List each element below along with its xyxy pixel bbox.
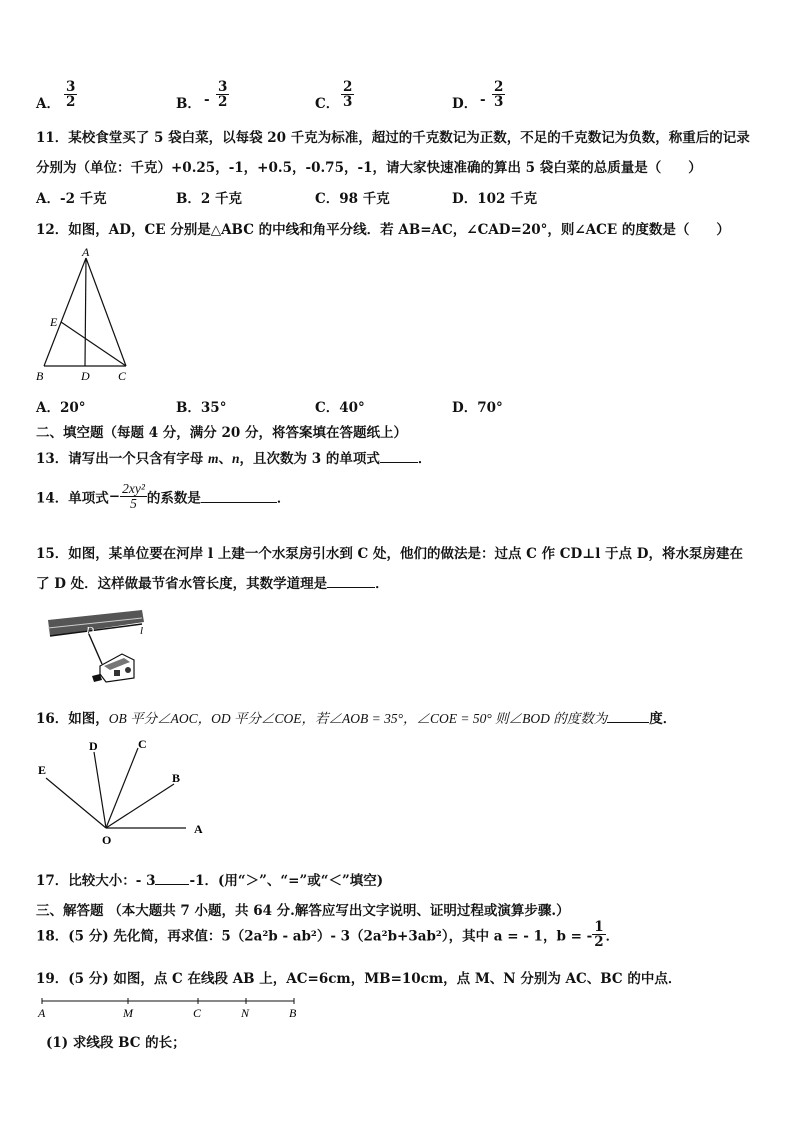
section-2-heading: 二、填空题（每题 4 分，满分 20 分，将答案填在答题纸上） — [36, 425, 407, 441]
q12-option-d: D．70° — [452, 400, 503, 416]
q12-label-a: A — [82, 245, 90, 259]
q10-option-d-label: D． — [452, 96, 478, 112]
q12-option-b: B．35° — [176, 400, 227, 416]
q16-text: 16．如图，OB 平分∠AOC，OD 平分∠COE，若∠AOB = 35°，∠COE = 50° 则∠BOD 的度数为 度． — [36, 711, 677, 727]
q16-label-d: D — [89, 739, 98, 753]
q19-label-m: M — [123, 1006, 133, 1020]
q11-option-b: B．2 千克 — [176, 191, 243, 207]
q14-text: 14．单项式− $\frac{\text{2xy²}}{5}$ 的系数是 ． — [36, 481, 291, 512]
q11-option-a: A．-2 千克 — [36, 191, 107, 207]
q16-label-c: C — [138, 737, 147, 751]
q16-label-b: B — [172, 771, 181, 785]
section-3-heading: 三、解答题 （本大题共 7 小题，共 64 分.解答应写出文字说明、证明过程或演算步骤.） — [36, 903, 570, 919]
q12-label-d: D — [81, 369, 90, 383]
q10-option-c-label: C． — [315, 96, 340, 112]
q12-label-c: C — [118, 369, 127, 383]
q10-option-b-fraction: $\frac{3}{2}$ — [218, 79, 228, 111]
q15-answer-blank[interactable] — [327, 575, 375, 588]
q17-answer-blank[interactable] — [155, 872, 189, 885]
q11-option-c: C．98 千克 — [315, 191, 390, 207]
q15-label-l: l — [140, 625, 144, 637]
q19-text: 19．(5 分) 如图，点 C 在线段 AB 上，AC=6cm，MB=10cm，点 M、N 分别为 AC、BC 的中点． — [36, 971, 682, 987]
q17-text: 17．比较大小：- 3 -1．(用“＞”、“=”或“＜”填空) — [36, 873, 384, 889]
q12-label-b: B — [36, 369, 44, 383]
q10-option-a-label: A． — [36, 96, 60, 112]
q12-triangle-figure — [30, 244, 140, 384]
q16-label-e: E — [38, 763, 47, 777]
q10-option-d-fraction: $\frac{2}{3}$ — [494, 79, 504, 111]
q11-option-d: D．102 千克 — [452, 191, 538, 207]
q16-answer-blank[interactable] — [607, 710, 649, 723]
q12-option-c: C．40° — [315, 400, 365, 416]
q19-sub1: (1) 求线段 BC 的长； — [46, 1035, 186, 1051]
q13-answer-blank[interactable] — [380, 450, 418, 463]
q15-line1: 15．如图，某单位要在河岸 l 上建一个水泵房引水到 C 处，他们的做法是：过点 C 作 CD⊥l 于点 D，将水泵房建在 — [36, 546, 743, 562]
q14-fraction: $\frac{\text{2xy²}}{5}$ — [122, 481, 145, 512]
q11-line2: 分别为（单位：千克）+0.25，-1，+0.5，-0.75，-1，请大家快速准确的算出 5 袋白菜的总质量是（ ） — [36, 160, 702, 176]
q10-option-b-label: B． — [176, 96, 201, 112]
q12-option-a: A．20° — [36, 400, 86, 416]
q18-fraction: $\frac{1}{2}$ — [594, 919, 604, 951]
q16-label-o: O — [102, 833, 112, 847]
q12-text: 12．如图，AD，CE 分别是△ABC 的中线和角平分线．若 AB=AC，∠CAD=20°，则∠ACE 的度数是（ ） — [36, 222, 730, 238]
q10-option-d-sign: - — [480, 92, 486, 108]
q15-label-d: D — [86, 625, 94, 637]
q16-label-a: A — [194, 822, 203, 836]
q19-label-b: B — [289, 1006, 297, 1020]
q10-options — [36, 80, 756, 122]
q19-label-a: A — [38, 1006, 46, 1020]
q14-answer-blank[interactable] — [201, 490, 277, 503]
q10-option-a-fraction: $\frac{3}{2}$ — [66, 79, 76, 111]
q16-angle-figure — [34, 734, 214, 850]
q11-line1: 11．某校食堂买了 5 袋白菜，以每袋 20 千克为标准，超过的千克数记为正数，不足的千克数记为负数，称重后的记录 — [36, 130, 750, 146]
q18-text: 18．(5 分) 先化简，再求值：5（2a²b - ab²）- 3（2a²b+3ab²），其中 a = - 1，b = - $\frac{1}{2}$ ． — [36, 919, 620, 951]
q13-text: 13．请写出一个只含有字母 m、n，且次数为 3 的单项式 ． — [36, 451, 432, 467]
q10-option-c-fraction: $\frac{2}{3}$ — [343, 79, 353, 111]
q19-label-c: C — [193, 1006, 202, 1020]
q12-label-e: E — [50, 315, 58, 329]
q19-label-n: N — [241, 1006, 250, 1020]
q10-option-b-sign: - — [204, 92, 210, 108]
q15-river-figure — [44, 604, 148, 690]
q19-segment-figure — [34, 996, 304, 1020]
q15-line2: 了 D 处．这样做最节省水管长度，其数学道理是 ． — [36, 576, 389, 592]
